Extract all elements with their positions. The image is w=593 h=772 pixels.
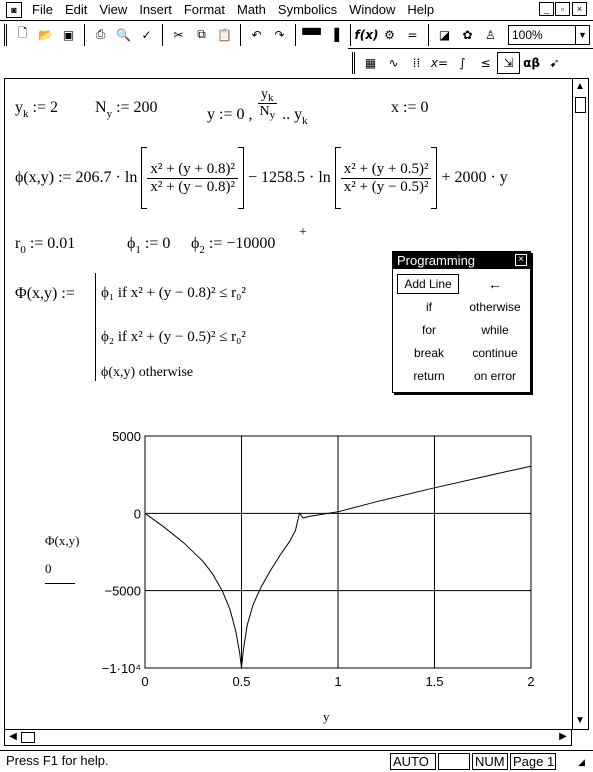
- run-script-icon[interactable]: ✿: [462, 27, 473, 42]
- add-line-button[interactable]: Add Line: [397, 274, 459, 294]
- y-tick-label: 5000: [112, 429, 141, 444]
- menu-window[interactable]: Window: [349, 2, 396, 17]
- x-tick-label: 2: [527, 674, 535, 689]
- horizontal-scrollbar[interactable]: [4, 730, 572, 746]
- minimize-icon[interactable]: _: [539, 2, 554, 16]
- close-icon[interactable]: ×: [572, 2, 587, 16]
- program-line-1[interactable]: ϕ₁ if x² + (y − 0.8)² ≤ r₀²: [101, 285, 246, 301]
- vertical-scroll-thumb[interactable]: [575, 97, 586, 113]
- spell-check-icon[interactable]: ✓: [141, 27, 152, 42]
- calculate-icon[interactable]: =: [407, 27, 418, 42]
- phi-definition[interactable]: ϕ(x,y) := 206.7 · ln $\frac{\text{x² + (y + 0.8)²}}{\text{x² + (y − 0.8)²}}$ − 1258.5 · ln $\frac{\text{x² + (y + 0.5)²}}{\text{x² + (y − 0.5)²}}$ + 2000 · y: [15, 147, 508, 209]
- plot-ylabel-bottom[interactable]: 0: [45, 561, 52, 576]
- while-button[interactable]: while: [481, 323, 509, 337]
- status-help-text: Press F1 for help.: [6, 753, 109, 768]
- menu-insert[interactable]: Insert: [139, 2, 172, 17]
- break-button[interactable]: break: [413, 346, 445, 360]
- program-bar: [95, 273, 96, 381]
- close-icon[interactable]: ×: [515, 254, 527, 266]
- undo-icon[interactable]: ↶: [251, 27, 262, 42]
- scroll-up-icon[interactable]: ▲: [575, 81, 585, 92]
- resource-center-icon[interactable]: ♙: [485, 27, 496, 42]
- print-icon[interactable]: ⎙: [95, 27, 106, 41]
- menu-file[interactable]: File: [32, 2, 53, 17]
- vertical-scrollbar[interactable]: [572, 79, 588, 729]
- status-caps: [438, 753, 470, 770]
- paste-icon[interactable]: 📋: [217, 27, 232, 42]
- otherwise-button[interactable]: otherwise: [469, 300, 521, 314]
- scroll-down-icon[interactable]: ▼: [575, 715, 585, 726]
- open-folder-icon[interactable]: 📂: [38, 27, 53, 42]
- continue-button[interactable]: continue: [472, 346, 518, 360]
- menu-edit[interactable]: Edit: [64, 2, 88, 17]
- calculator-palette-icon[interactable]: ▦: [364, 55, 377, 70]
- x-tick-label: 0: [141, 674, 149, 689]
- align-across-icon[interactable]: ▀▀: [302, 27, 321, 42]
- print-preview-icon[interactable]: 🔍: [116, 27, 131, 42]
- calculus-palette-icon[interactable]: ∫: [459, 55, 466, 70]
- status-bar: [0, 750, 593, 772]
- align-down-icon[interactable]: ▐: [329, 27, 340, 42]
- insert-function-icon[interactable]: f(x): [354, 27, 379, 42]
- horizontal-scroll-thumb[interactable]: [21, 732, 35, 743]
- zoom-value: 100%: [512, 27, 543, 42]
- menu-format[interactable]: Format: [183, 2, 225, 17]
- evaluation-palette-icon[interactable]: x=: [430, 55, 449, 70]
- symbolic-palette-icon[interactable]: ➹: [549, 55, 560, 70]
- plot-xlabel[interactable]: y: [323, 709, 330, 724]
- scroll-left-icon[interactable]: ◀: [9, 731, 17, 742]
- toolbar-grip[interactable]: [4, 24, 7, 46]
- status-calc-mode: AUTO: [390, 753, 436, 770]
- menu-bar: [0, 0, 593, 20]
- chevron-down-icon[interactable]: ▼: [575, 26, 589, 44]
- x-tick-label: 1.5: [425, 674, 444, 689]
- y-tick-label: −5000: [104, 583, 141, 599]
- plot-ylabel-underline: [45, 583, 75, 584]
- program-line-2[interactable]: ϕ₂ if x² + (y − 0.5)² ≤ r₀²: [101, 329, 246, 345]
- programming-palette-title[interactable]: Programming ×: [393, 252, 530, 269]
- for-button[interactable]: for: [421, 323, 436, 337]
- matrix-palette-icon[interactable]: ⁞⁞: [412, 55, 421, 70]
- Ny-definition[interactable]: $N_y$ := 200: [95, 99, 158, 120]
- menu-help[interactable]: Help: [407, 2, 435, 17]
- x-tick-label: 0.5: [232, 674, 251, 689]
- standard-toolbar: [0, 20, 593, 48]
- return-button[interactable]: return: [413, 369, 445, 383]
- scroll-right-icon[interactable]: ▶: [559, 731, 567, 742]
- if-button[interactable]: if: [426, 300, 432, 314]
- resize-grip-icon[interactable]: ◢: [578, 757, 585, 767]
- programming-palette: [392, 251, 531, 393]
- menu-math[interactable]: Math: [237, 2, 266, 17]
- plot-ylabel-top[interactable]: Φ(x,y): [45, 533, 80, 548]
- redo-icon[interactable]: ↷: [274, 27, 285, 42]
- phi2-definition[interactable]: $\phi_2$ := −10000: [191, 235, 276, 256]
- cut-icon[interactable]: ✂: [173, 27, 184, 42]
- palette-toolbar: [348, 48, 593, 76]
- crosshair-cursor: +: [299, 225, 307, 240]
- yk-definition[interactable]: $y_k$ := 2: [15, 99, 58, 120]
- line-plot[interactable]: [85, 419, 535, 719]
- graph-palette-icon[interactable]: ∿: [388, 55, 399, 70]
- phi1-definition[interactable]: $\phi_1$ := 0: [127, 235, 171, 256]
- status-num: NUM: [472, 753, 508, 770]
- programming-palette-icon[interactable]: ⇲: [497, 52, 520, 74]
- greek-palette-icon[interactable]: αβ: [523, 55, 540, 70]
- y-tick-label: 0: [133, 506, 141, 522]
- y-range-definition[interactable]: y := 0 , $\frac{y_k}{N_y}$ .. $y_k$: [207, 87, 308, 128]
- y-tick-label: −1·10⁴: [101, 661, 141, 676]
- r0-definition[interactable]: $r_0$ := 0.01: [15, 235, 76, 256]
- menu-view[interactable]: View: [99, 2, 128, 17]
- insert-component-icon[interactable]: ◪: [438, 27, 451, 42]
- worksheet-area[interactable]: [4, 78, 589, 730]
- copy-icon[interactable]: ⧉: [197, 27, 206, 41]
- menu-symbolics[interactable]: Symbolics: [277, 2, 338, 17]
- local-assign-button[interactable]: ←: [488, 276, 502, 292]
- x-tick-label: 1: [334, 674, 342, 689]
- status-page: Page 1: [510, 753, 556, 770]
- new-document-icon[interactable]: 🗋: [17, 26, 28, 40]
- app-icon[interactable]: ◙: [6, 2, 22, 18]
- Phi-definition-label[interactable]: Φ(x,y) :=: [15, 285, 75, 302]
- restore-icon[interactable]: ▫: [555, 2, 570, 16]
- toolbar-grip[interactable]: [352, 52, 355, 74]
- zoom-select[interactable]: [508, 25, 590, 45]
- insert-unit-icon[interactable]: ⚙: [384, 27, 395, 42]
- save-icon[interactable]: ▣: [62, 27, 75, 42]
- boolean-palette-icon[interactable]: ≤: [480, 55, 491, 70]
- x-definition[interactable]: x := 0: [391, 99, 429, 116]
- on-error-button[interactable]: on error: [473, 369, 517, 383]
- program-line-3[interactable]: ϕ(x,y) otherwise: [101, 365, 194, 380]
